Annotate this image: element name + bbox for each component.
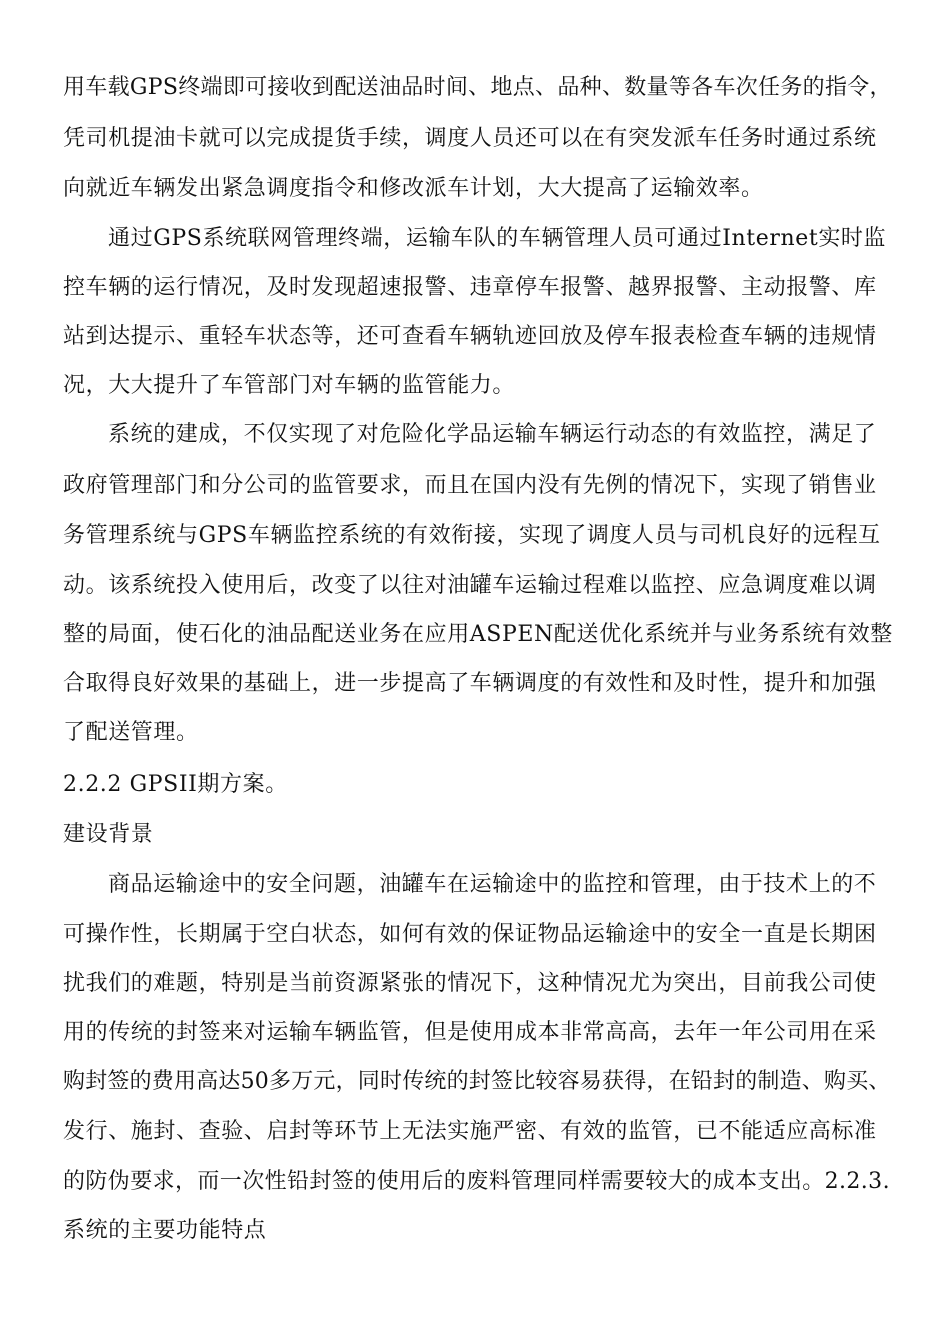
text-line: 合取得良好效果的基础上，进一步提高了车辆调度的有效性和及时性，提升和加强: [63, 671, 877, 696]
text-line: 控车辆的运行情况，及时发现超速报警、违章停车报警、越界报警、主动报警、库: [63, 275, 877, 300]
section-heading: 2.2.2 GPSII期方案。: [63, 772, 288, 797]
text-line: 发行、施封、查验、启封等环节上无法实施严密、有效的监管，已不能适应高标准: [63, 1119, 877, 1144]
text-line: 的防伪要求，而一次性铅封签的使用后的废料管理同样需要较大的成本支出。2.2.3.: [63, 1169, 890, 1194]
text-line: 扰我们的难题，特别是当前资源紧张的情况下，这种情况尤为突出，目前我公司使: [63, 971, 877, 996]
text-line: 系统的建成，不仅实现了对危险化学品运输车辆运行动态的有效监控，满足了: [108, 422, 877, 447]
text-line: 站到达提示、重轻车状态等，还可查看车辆轨迹回放及停车报表检查车辆的违规情: [63, 324, 877, 349]
text-line: 向就近车辆发出紧急调度指令和修改派车计划，大大提高了运输效率。: [63, 176, 764, 201]
text-line: 商品运输途中的安全问题，油罐车在运输途中的监控和管理，由于技术上的不: [108, 872, 877, 897]
text-line: 整的局面，使石化的油品配送业务在应用ASPEN配送优化系统并与业务系统有效整: [63, 622, 893, 647]
text-line: 动。该系统投入使用后，改变了以往对油罐车运输过程难以监控、应急调度难以调: [63, 573, 877, 598]
subheading: 建设背景: [63, 822, 154, 847]
text-line: 用车载GPS终端即可接收到配送油品时间、地点、品种、数量等各车次任务的指令，: [63, 75, 892, 100]
text-line: 通过GPS系统联网管理终端，运输车队的车辆管理人员可通过Internet实时监: [108, 226, 887, 251]
text-line: 务管理系统与GPS车辆监控系统的有效衔接，实现了调度人员与司机良好的远程互: [63, 523, 881, 548]
text-line: 政府管理部门和分公司的监管要求，而且在国内没有先例的情况下，实现了销售业: [63, 473, 877, 498]
text-line: 系统的主要功能特点: [63, 1218, 267, 1243]
text-line: 凭司机提油卡就可以完成提货手续，调度人员还可以在有突发派车任务时通过系统: [63, 126, 877, 151]
text-line: 用的传统的封签来对运输车辆监管，但是使用成本非常高高，去年一年公司用在采: [63, 1020, 877, 1045]
text-line: 况，大大提升了车管部门对车辆的监管能力。: [63, 373, 516, 398]
text-line: 了配送管理。: [63, 720, 199, 745]
text-line: 可操作性，长期属于空白状态，如何有效的保证物品运输途中的安全一直是长期困: [63, 922, 877, 947]
text-line: 购封签的费用高达50多万元，同时传统的封签比较容易获得，在铅封的制造、购买、: [63, 1069, 891, 1094]
